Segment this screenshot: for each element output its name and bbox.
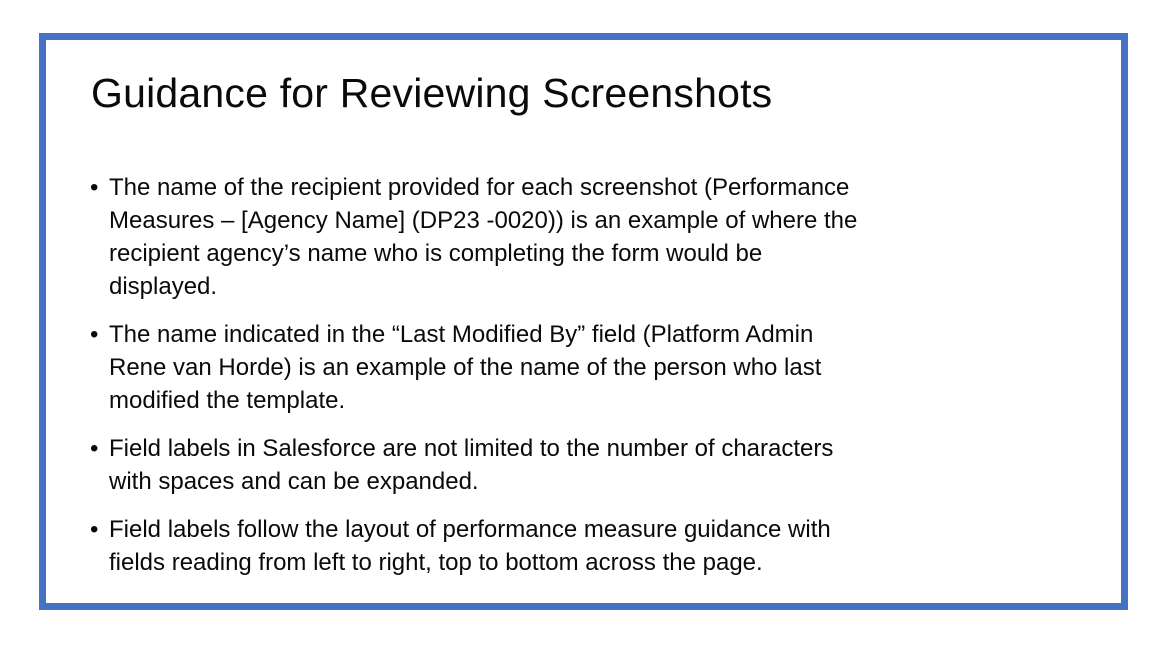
bullet-text (109, 318, 1075, 417)
bullet-text (109, 513, 1075, 579)
bullet-item (90, 432, 1075, 498)
bullet-text-line: Field labels follow the layout of performance measure guidance with (109, 516, 831, 543)
bullet-text-line: fields reading from left to right, top to bottom across the page. (109, 549, 763, 576)
bullet-text-line: recipient agency’s name who is completing the form would be (109, 240, 763, 267)
bullet-text (109, 432, 1075, 498)
bullet-item (90, 513, 1075, 579)
bullet-text-line: with spaces and can be expanded. (109, 468, 479, 495)
slide-title: Guidance for Reviewing Screenshots (91, 70, 773, 116)
bullet-marker: • (90, 516, 99, 543)
slide (39, 33, 1128, 610)
bullet-marker: • (90, 435, 99, 462)
bullet-marker: • (90, 174, 99, 201)
bullet-list (90, 171, 1075, 594)
bullet-text-line: Field labels in Salesforce are not limited to the number of characters (109, 435, 834, 462)
bullet-text (109, 171, 1075, 303)
bullet-marker: • (90, 321, 99, 348)
bullet-item (90, 171, 1075, 303)
bullet-text-line: The name indicated in the “Last Modified By” field (Platform Admin (109, 321, 814, 348)
bullet-item (90, 318, 1075, 417)
bullet-text-line: modified the template. (109, 387, 346, 414)
bullet-text-line: Rene van Horde) is an example of the name of the person who last (109, 354, 822, 381)
bullet-text-line: The name of the recipient provided for each screenshot (Performance (109, 174, 850, 201)
bullet-text-line: Measures – [Agency Name] (DP23 -0020)) is an example of where the (109, 207, 858, 234)
bullet-text-line: displayed. (109, 273, 218, 300)
